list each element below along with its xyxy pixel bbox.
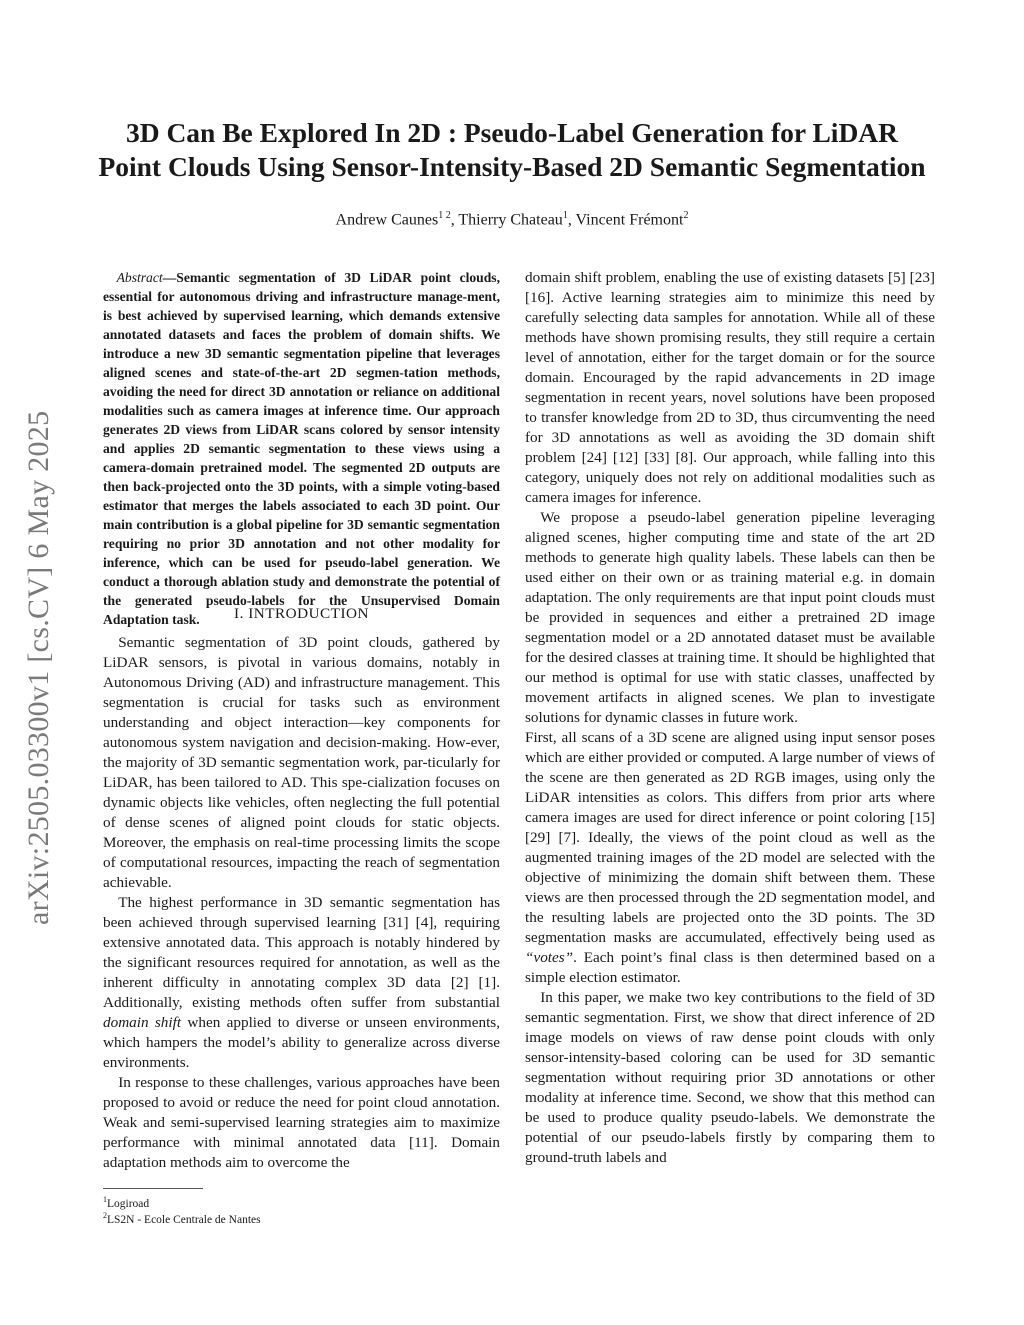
abstract [103, 268, 500, 629]
footnote-text: LS2N - Ecole Centrale de Nantes [107, 1213, 261, 1226]
footnote-text: Logiroad [107, 1197, 150, 1210]
footnote-divider [103, 1188, 203, 1189]
author-name: Vincent Frémont [575, 211, 684, 229]
paragraph: In response to these challenges, various approaches have been proposed to avoid or reduce the need for point cloud annotation. Weak and semi-supervised learning strategies aim to maximize performance with minimal annotated data [11]. Domain adaptation methods aim to overcome the [103, 1074, 500, 1171]
section-heading-introduction: I. INTRODUCTION [234, 605, 369, 622]
author-list [60, 210, 964, 229]
title-line-1: 3D Can Be Explored In 2D : Pseudo-Label Generation for LiDAR [125, 117, 899, 148]
author-separator: , [567, 211, 576, 229]
paragraph [103, 893, 500, 1073]
author-affiliation: 1 2 [438, 210, 451, 221]
emphasis-text: domain shift [103, 1014, 182, 1031]
author-name: Thierry Chateau [458, 211, 563, 229]
footnote [103, 1195, 149, 1210]
paragraph: domain shift problem, enabling the use of existing datasets [5] [23] [16]. Active learning strategies aim to minimize this need by carefully selecting data samples for annotation. While all of these methods have shown promising results, they still require a certain level of annotation, either for the target domain or for the source domain. Encouraged by the rapid advancements in 2D image segmentation in recent years, novel solutions have been proposed to transfer knowledge from 2D to 3D, thus circumventing the need for 3D annotations as well as avoiding the 3D domain shift problem [24] [12] [33] [8]. Our approach, while falling into this category, uniquely does not rely on additional modalities such as camera images for inference. [525, 269, 935, 506]
author-separator: , [450, 211, 459, 229]
paragraph-text: when applied to diverse or unseen environments, which hampers the model’s ability to generalize across diverse environments. [103, 1014, 501, 1071]
abstract-label: Abstract [116, 270, 163, 285]
abstract-text: Semantic segmentation of 3D LiDAR point clouds, essential for autonomous driving and infrastructure manage-ment, is best achieved by supervised learning, which demands extensive annotated datasets and faces the problem of domain shifts. We introduce a new 3D semantic segmentation pipeline that leverages aligned scenes and state-of-the-art 2D segmen-tation methods, avoiding the need for direct 3D annotation or reliance on additional modalities such as camera images at inference time. Our approach generates 2D views from LiDAR scans colored by sensor intensity and applies 2D semantic segmentation to these views using a camera-domain pretrained model. The segmented 2D outputs are then back-projected onto the 3D points, with a simple voting-based estimator that merges the labels associated to each 3D point. Our main contribution is a global pipeline for 3D semantic segmentation requiring no prior 3D annotation and not other modality for inference, which can be used for pseudo-label generation. We conduct a thorough ablation study and demonstrate the potential of the generated pseudo-labels for the Unsupervised Domain Adaptation task. [103, 270, 500, 627]
arxiv-identifier: arXiv:2505.03300v1 [cs.CV] 6 May 2025 [22, 410, 55, 925]
author-affiliation: 2 [683, 210, 689, 221]
footnote-mark: 1 [103, 1195, 107, 1204]
abstract-dash: — [162, 270, 177, 285]
title-line-2: Point Clouds Using Sensor-Intensity-Based 2D Semantic Segmentation [98, 151, 926, 182]
paragraph-text: The highest performance in 3D semantic segmentation has been achieved through supervised learning [31] [4], requiring extensive annotated data. This approach is notably hindered by the significant resources required for annotation, as well as the inherent difficulty in annotating complex 3D data [2] [1]. Additionally, existing methods often suffer from substantial [103, 894, 500, 1011]
paragraph-text: . Each point’s final class is then determined based on a simple election estimator. [525, 949, 935, 986]
footnote [103, 1211, 261, 1226]
right-column-body [525, 268, 935, 1168]
author-name: Andrew Caunes [335, 211, 439, 229]
paragraph: Semantic segmentation of 3D point clouds, gathered by LiDAR sensors, is pivotal in various domains, notably in Autonomous Driving (AD) and infrastructure management. This segmentation is crucial for tasks such as environment understanding and object interaction—key components for autonomous system navigation and decision-making. How-ever, the majority of 3D semantic segmentation work, par-ticularly for LiDAR, has been tailored to AD. This spe-cialization focuses on dynamic objects like vehicles, often neglecting the full potential of dense scenes of aligned point clouds for static objects. Moreover, the emphasis on real-time processing limits the scope of computational resources, impacting the reach of segmentation achievable. [103, 634, 500, 891]
paper-title [60, 116, 964, 184]
left-column-body [103, 633, 500, 1173]
author-affiliation: 1 [562, 210, 568, 221]
emphasis-text: “votes” [525, 949, 574, 966]
paragraph: We propose a pseudo-label generation pipeline leveraging aligned scenes, higher computing time and state of the art 2D methods to generate high quality labels. These labels can then be used either on their own or as training material e.g. in domain adaptation. The only requirements are that input point clouds must be provided in sequences and either a pretrained 2D image segmentation model or a 2D annotated dataset must be available for the desired classes at training time. It should be highlighted that our method is optimal for use with static classes, unaffected by movement artifacts in aligned scenes. We plan to investigate solutions for dynamic classes in future work. [525, 509, 935, 726]
paragraph [525, 728, 935, 988]
paragraph-text: First, all scans of a 3D scene are aligned using input sensor poses which are either provided or computed. A large number of views of the scene are then generated as 2D RGB images, using only the LiDAR intensities as colors. This differs from prior arts where camera images are used for direct inference or point coloring [15] [29] [7]. Ideally, the views of the point cloud as well as the augmented training images of the 2D model are selected with the objective of minimizing the domain shift between them. These views are then processed through the 2D segmentation model, and the resulting labels are projected onto the 3D points. The 3D segmentation masks are accumulated, effectively being used as [525, 729, 935, 946]
footnote-mark: 2 [103, 1211, 107, 1220]
paragraph: In this paper, we make two key contributions to the field of 3D semantic segmentation. First, we show that direct inference of 2D image models on views of raw dense point clouds with only sensor-intensity-based coloring can be used for 3D semantic segmentation without requiring prior 3D annotations or other modality at inference time. Second, we show that this method can be used to produce quality pseudo-labels. We demonstrate the potential of our pseudo-labels firstly by comparing them to ground-truth labels and [525, 989, 935, 1166]
